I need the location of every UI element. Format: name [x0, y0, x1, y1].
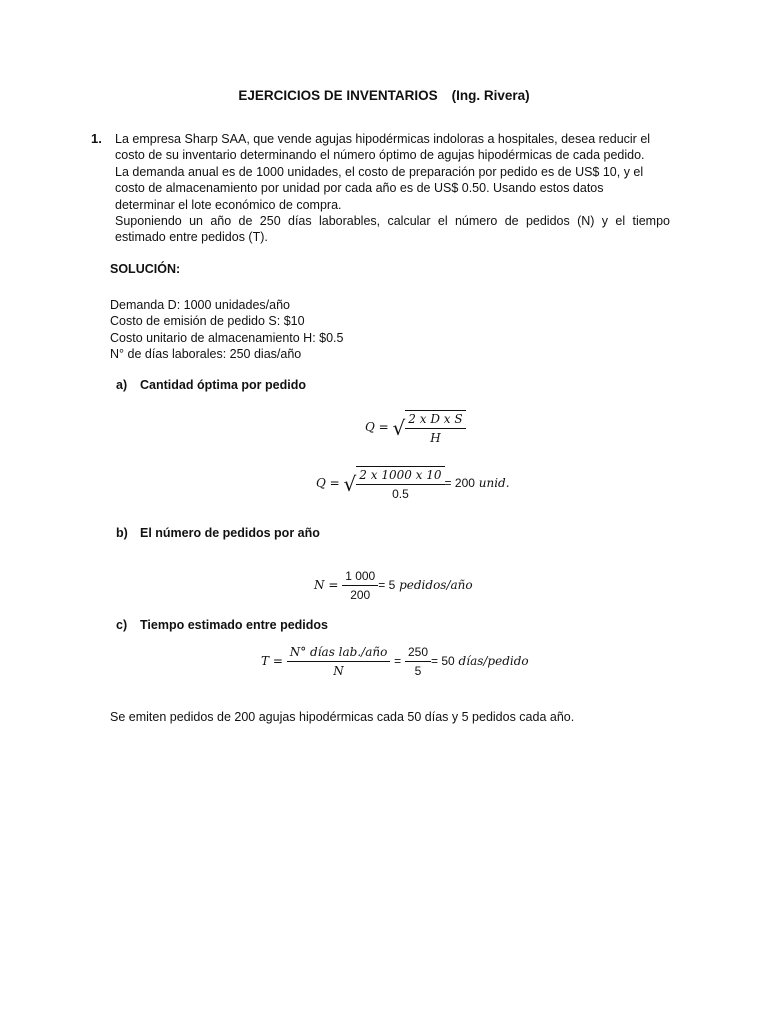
fraction — [287, 645, 391, 678]
section-b-title: El número de pedidos por año — [140, 526, 320, 540]
formula-denominator: N — [333, 664, 344, 678]
problem-line: La demanda anual es de 1000 unidades, el costo de preparación por pedido es de US$ 10, y el — [115, 164, 644, 179]
formula-unit: unid. — [478, 476, 510, 490]
formula-result: = 5 — [378, 578, 396, 592]
problem-line: costo de almacenamiento por unidad por cada año es de US$ 0.50. Usando estos datos — [115, 181, 604, 196]
section-a-heading — [116, 378, 306, 392]
problem-line: estimado entre pedidos (T). — [115, 230, 268, 245]
problem-line: costo de su inventario determinando el número óptimo de agujas hipodérmicas de cada pedido. — [115, 148, 645, 163]
formula-unit: pedidos/año — [399, 578, 473, 592]
problem-line: La empresa Sharp SAA, que vende agujas hipodérmicas indoloras a hospitales, desea reducir el — [115, 132, 651, 146]
sqrt-symbol: √ $\frac{\text{2 x D x S}}{H}$ — [393, 410, 466, 445]
fraction — [405, 645, 431, 678]
section-c-label: c) — [116, 618, 128, 632]
formula-numerator: 2 x D x S — [405, 412, 465, 429]
problem-number: 1. — [91, 131, 102, 146]
data-line: Costo de emisión de pedido S: $10 — [110, 314, 305, 329]
problem-line: Suponiendo un año de 250 días laborables, calcular el número de pedidos (N) y el tiempo — [115, 214, 670, 229]
formula-denominator: 200 — [350, 588, 371, 602]
formula-numerator: 1 000 — [342, 569, 378, 586]
formula-numerator: 250 — [405, 645, 431, 662]
conclusion-text: Se emiten pedidos de 200 agujas hipodérmicas cada 50 días y 5 pedidos cada año. — [110, 710, 575, 724]
section-a-label: a) — [116, 378, 128, 392]
sqrt-symbol: √ $\frac{2 x 1000 x 10}{0.5}$ — [344, 466, 445, 501]
solution-heading: SOLUCIÓN: — [110, 262, 181, 276]
section-c-title: Tiempo estimado entre pedidos — [140, 618, 329, 632]
data-line: Costo unitario de almacenamiento H: $0.5 — [110, 330, 344, 345]
title-main: EJERCICIOS DE INVENTARIOS — [238, 88, 438, 103]
title-author: (Ing. Rivera) — [451, 88, 530, 103]
formula-lhs: T = — [261, 654, 283, 668]
data-line: N° de días laborales: 250 dias/año — [110, 347, 302, 362]
given-data — [110, 297, 343, 363]
formula-unit: días/pedido — [458, 654, 529, 668]
formula-numerator: N° días lab./año — [287, 645, 391, 662]
section-b-label: b) — [116, 526, 128, 540]
formula-lhs: Q = — [365, 420, 389, 434]
formula-result: = 50 — [431, 654, 455, 668]
formula-numerator: 2 x 1000 x 10 — [356, 468, 444, 485]
formula-lhs: N = — [314, 578, 339, 592]
formula-equals: = — [394, 654, 402, 668]
orders-formula — [314, 569, 473, 602]
page-title — [0, 88, 768, 103]
problem-statement — [115, 131, 670, 246]
section-c-heading — [116, 618, 328, 632]
eoq-formula — [365, 410, 466, 445]
formula-lhs: Q = — [316, 476, 340, 490]
section-a-title: Cantidad óptima por pedido — [140, 378, 306, 392]
section-b-heading — [116, 526, 320, 540]
problem-line: determinar el lote económico de compra. — [115, 197, 342, 212]
data-line: Demanda D: 1000 unidades/año — [110, 298, 290, 312]
formula-denominator: H — [430, 431, 441, 445]
time-formula — [261, 645, 529, 678]
eoq-calculation — [316, 466, 510, 501]
formula-denominator: 5 — [414, 664, 422, 678]
formula-denominator: 0.5 — [392, 487, 409, 501]
formula-result: = 200 — [444, 476, 475, 490]
fraction — [342, 569, 378, 602]
